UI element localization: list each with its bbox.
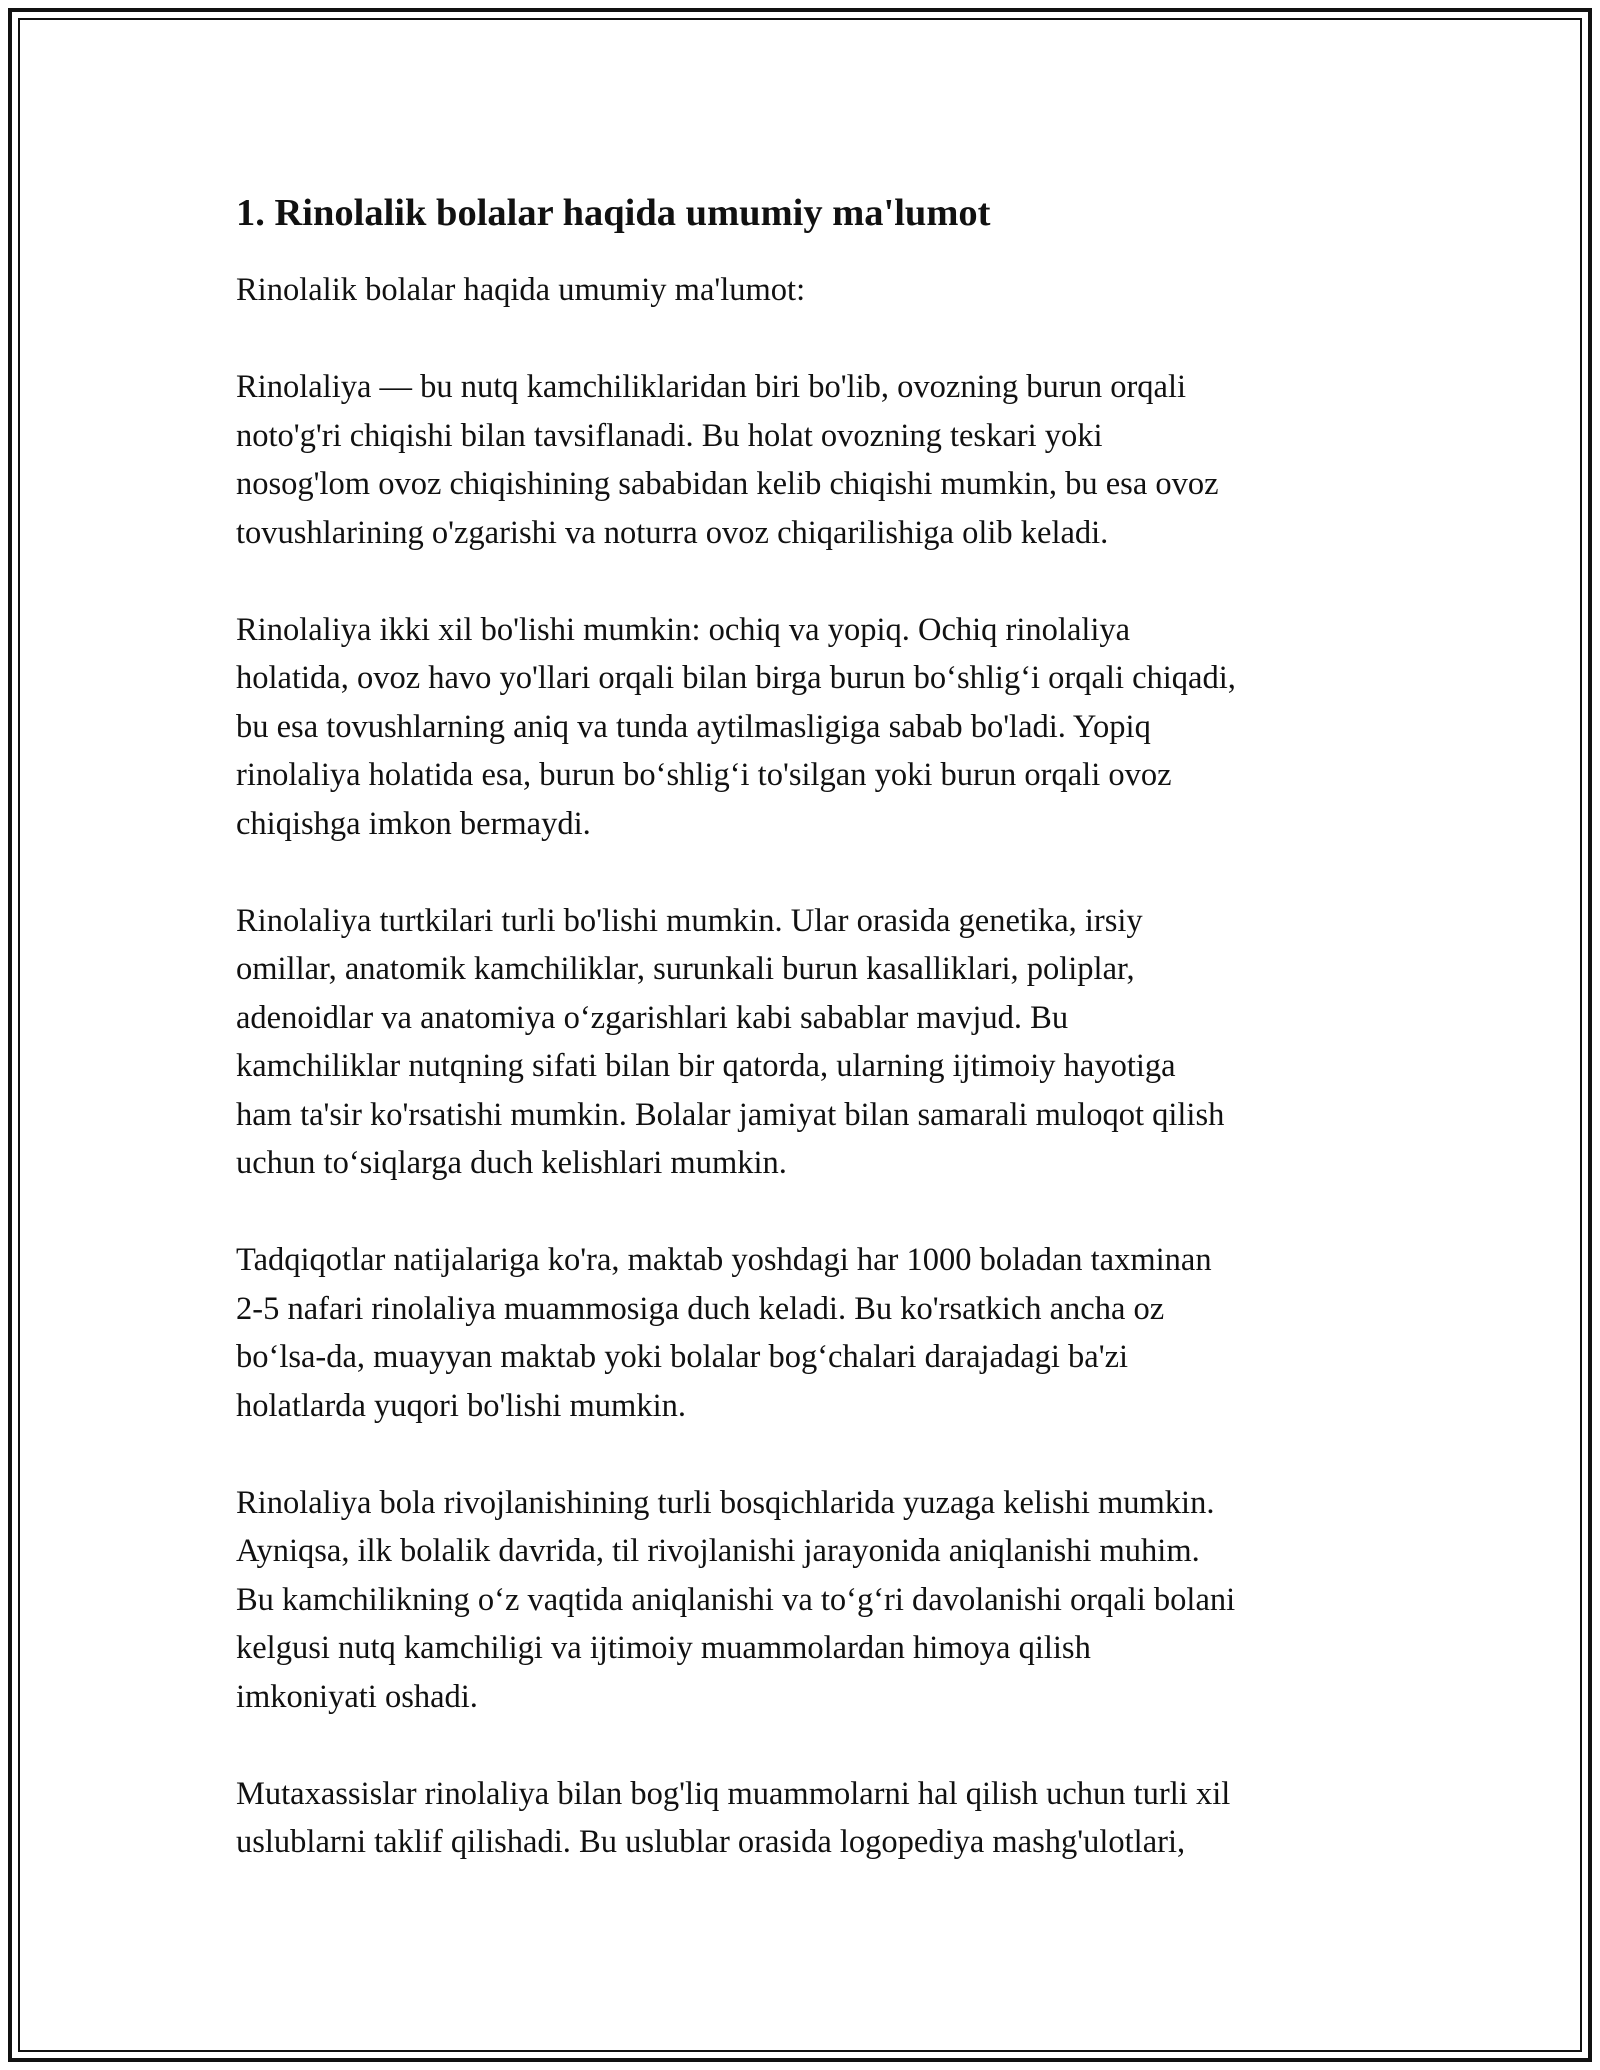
text-line: uslublarni taklif qilishadi. Bu uslublar orasida logopediya mashg'ulotlari, [236,1824,1186,1860]
text-line: Rinolalik bolalar haqida umumiy ma'lumot: [236,272,806,308]
paragraph-definition [236,363,1396,557]
text-line: Rinolaliya bola rivojlanishining turli bosqichlarida yuzaga kelishi mumkin. [236,1484,1215,1521]
text-line: Ayniqsa, ilk bolalik davrida, til rivojlanishi jarayonida aniqlanishi muhim. [236,1533,1200,1569]
text-line: nosog'lom ovoz chiqishining sababidan kelib chiqishi mumkin, bu esa ovoz [236,466,1219,502]
text-line: holatlarda yuqori bo'lishi mumkin. [236,1387,686,1424]
text-line: kelgusi nutq kamchiligi va ijtimoiy muammolardan himoya qilish [236,1630,1091,1666]
text-line: Rinolaliya ikki xil bo'lishi mumkin: ochiq va yopiq. Ochiq rinolaliya [236,611,1131,648]
text-line: omillar, anatomik kamchiliklar, surunkali burun kasalliklari, poliplar, [236,951,1135,987]
text-line: Bu kamchilikning o‘z vaqtida aniqlanishi va to‘g‘ri davolanishi orqali bolani [236,1581,1236,1618]
text-line: noto'g'ri chiqishi bilan tavsiflanadi. Bu holat ovozning teskari yoki [236,417,1103,454]
document-body [236,186,1396,1915]
paragraph-types [236,606,1396,849]
paragraph-intro [236,266,1396,315]
text-line: imkoniyati oshadi. [236,1678,478,1715]
text-line: adenoidlar va anatomiya o‘zgarishlari kabi sabablar mavjud. Bu [236,999,1069,1036]
text-line: Tadqiqotlar natijalariga ko'ra, maktab yoshdagi har 1000 boladan taxminan [236,1242,1212,1278]
paragraph-causes [236,897,1396,1188]
text-line: ham ta'sir ko'rsatishi mumkin. Bolalar jamiyat bilan samarali muloqot qilish [236,1096,1225,1133]
text-line: bu esa tovushlarning aniq va tunda aytilmasligiga sabab bo'ladi. Yopiq [236,708,1151,745]
paragraph-methods [236,1770,1396,1867]
document-title: 1. Rinolalik bolalar haqida umumiy ma'lumot [236,192,991,234]
text-line: 2-5 nafari rinolaliya muammosiga duch keladi. Bu ko'rsatkich ancha oz [236,1290,1165,1327]
text-line: rinolaliya holatida esa, burun bo‘shlig‘i to'silgan yoki burun orqali ovoz [236,757,1172,793]
paragraph-statistics [236,1236,1396,1430]
text-line: Rinolaliya turtkilari turli bo'lishi mumkin. Ular orasida genetika, irsiy [236,902,1143,939]
text-line: bo‘lsa-da, muayyan maktab yoki bolalar bog‘chalari darajadagi ba'zi [236,1339,1129,1375]
text-line: uchun to‘siqlarga duch kelishlari mumkin. [236,1145,787,1181]
text-line: chiqishga imkon bermaydi. [236,805,591,842]
paragraph-development [236,1479,1396,1722]
text-line: holatida, ovoz havo yo'llari orqali bilan birga burun bo‘shlig‘i orqali chiqadi, [236,660,1236,696]
text-line: kamchiliklar nutqning sifati bilan bir qatorda, ularning ijtimoiy hayotiga [236,1048,1176,1084]
text-line: tovushlarining o'zgarishi va noturra ovoz chiqarilishiga olib keladi. [236,514,1109,551]
text-line: Rinolaliya — bu nutq kamchiliklaridan biri bo'lib, ovozning burun orqali [236,369,1187,405]
text-line: Mutaxassislar rinolaliya bilan bog'liq muammolarni hal qilish uchun turli xil [236,1775,1231,1812]
